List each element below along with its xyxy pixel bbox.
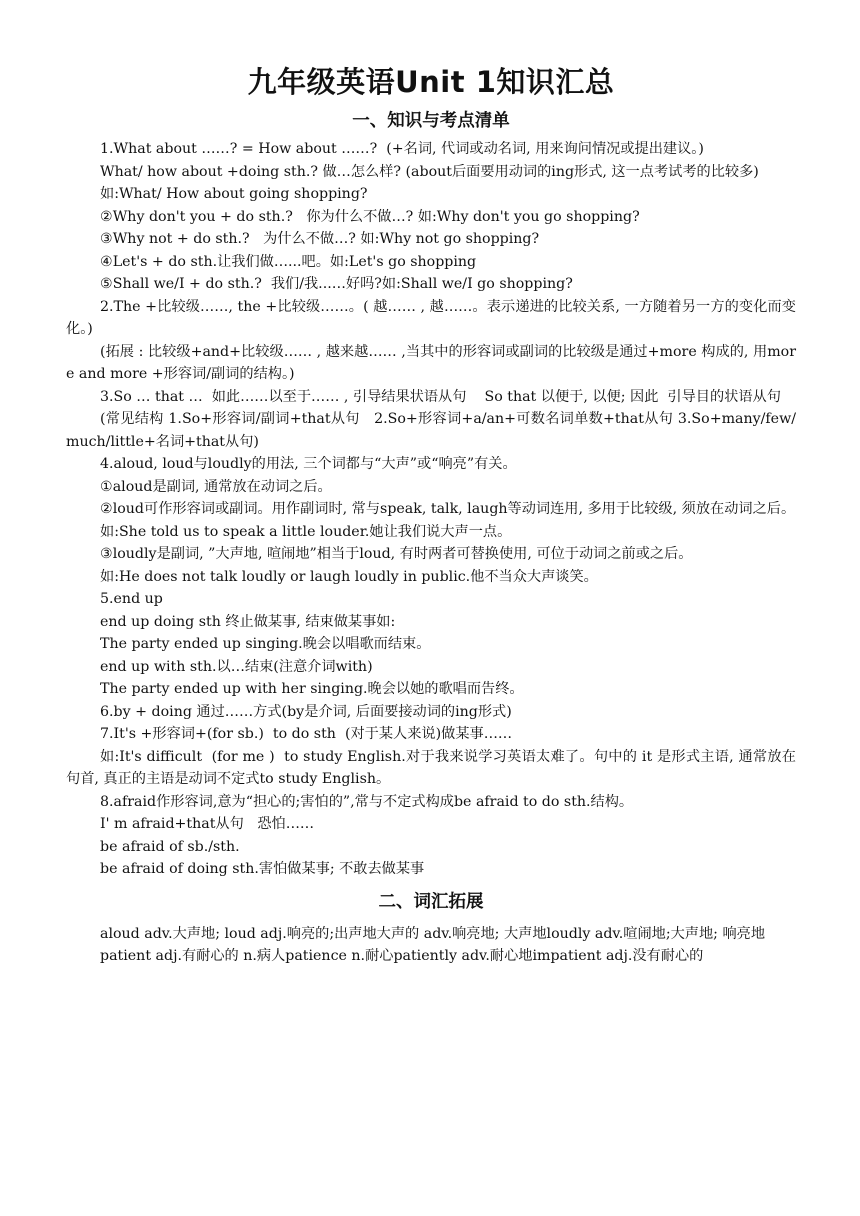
paragraph: 如:She told us to speak a little louder.她让我们说大声一点。 bbox=[100, 523, 512, 540]
paragraph: ③Why not + do sth.? 为什么不做…? 如:Why not go shopping? bbox=[100, 231, 540, 247]
paragraph: 1.What about ……? = How about ……? (+名词, 代词或动名词, 用来询问情况或提出建议。) bbox=[100, 141, 704, 157]
paragraph: ③loudly是副词, ”大声地, 喧闹地”相当于loud, 有时两者可替换使用, 可位于动词之前或之后。 bbox=[100, 546, 693, 562]
paragraph: ⑤Shall we/I + do sth.? 我们/我...…好吗?如:Shall we/I go shopping? bbox=[100, 276, 573, 292]
paragraph: 5.end up bbox=[100, 591, 163, 607]
document-title: 九年级英语Unit 1知识汇总 bbox=[247, 65, 615, 99]
paragraph: end up doing sth 终止做某事, 结束做某事如: bbox=[100, 613, 396, 630]
paragraph: 8.afraid作形容词,意为“担心的;害怕的”,常与不定式构成be afraid to do sth.结构。 bbox=[100, 793, 634, 810]
paragraph: ②Why don't you + do sth.? 你为什么不做…? 如:Why don't you go shopping? bbox=[100, 208, 640, 225]
paragraph: ①aloud是副词, 通常放在动词之后。 bbox=[100, 478, 332, 495]
paragraph: be afraid of sb./sth. bbox=[100, 838, 240, 855]
paragraph: 4.aloud, loud与loudly的用法, 三个词都与“大声”或“响亮”有关。 bbox=[100, 456, 517, 472]
paragraph: The party ended up singing.晚会以唱歌而结束。 bbox=[100, 636, 431, 652]
paragraph: 7.It's +形容词+(for sb.) to do sth (对于某人来说)做某事…… bbox=[100, 726, 513, 742]
paragraph: end up with sth.以…结束(注意介词with) bbox=[100, 658, 373, 675]
paragraph: 如:It's difficult (for me ) to study English.对于我来说学习英语太难了。句中的 it 是形式主语, 通常放在句首, 真正的主语是动词不定式to study English。 bbox=[66, 748, 796, 787]
paragraph: 3.So … that … 如此……以至于…… , 引导结果状语从句 So that 以便于, 以便; 因此 引导目的状语从句 bbox=[100, 388, 781, 405]
paragraph: The party ended up with her singing.晚会以她的歌唱而告终。 bbox=[100, 681, 524, 697]
paragraph: What/ how about +doing sth.? 做…怎么样? (about后面要用动词的ing形式, 这一点考试考的比较多) bbox=[100, 163, 759, 180]
section-body-vocabulary bbox=[66, 923, 796, 968]
section-heading-knowledge: 一、知识与考点清单 bbox=[352, 111, 510, 131]
paragraph: (拓展 : 比较级+and+比较级…… , 越来越…… ,当其中的形容词或副词的比较级是通过+more 构成的, 用more and more +形容词/副词的结构。) bbox=[66, 343, 796, 382]
paragraph: ②loud可作形容词或副词。用作副词时, 常与speak, talk, laugh等动词连用, 多用于比较级, 须放在动词之后。 bbox=[100, 501, 796, 517]
paragraph: (常见结构 1.So+形容词/副词+that从句 2.So+形容词+a/an+可数名词单数+that从句 3.So+many/few/much/little+名词+that从句) bbox=[66, 411, 796, 450]
paragraph: be afraid of doing sth.害怕做某事; 不敢去做某事 bbox=[100, 861, 425, 877]
paragraph: I' m afraid+that从句 恐怕…… bbox=[100, 816, 315, 832]
paragraph: 如:What/ How about going shopping? bbox=[100, 186, 368, 202]
paragraph: aloud adv.大声地; loud adj.响亮的;出声地大声的 adv.响亮地; 大声地loudly adv.喧闹地;大声地; 响亮地 bbox=[100, 925, 766, 942]
paragraph: 6.by + doing 通过……方式(by是介词, 后面要接动词的ing形式) bbox=[100, 703, 512, 720]
paragraph: 如:He does not talk loudly or laugh loudly in public.他不当众大声谈笑。 bbox=[100, 568, 598, 585]
paragraph: ④Let's + do sth.让我们做…...吧。如:Let's go shopping bbox=[100, 253, 477, 270]
section-body-knowledge bbox=[66, 138, 796, 881]
paragraph: 2.The +比较级……, the +比较级……。( 越…… , 越……。表示递进的比较关系, 一方随着另一方的变化而变化。) bbox=[66, 298, 796, 337]
document-page bbox=[66, 62, 796, 968]
paragraph: patient adj.有耐心的 n.病人patience n.耐心patiently adv.耐心地impatient adj.没有耐心的 bbox=[100, 948, 704, 964]
section-heading-vocabulary: 二、词汇拓展 bbox=[378, 891, 484, 912]
